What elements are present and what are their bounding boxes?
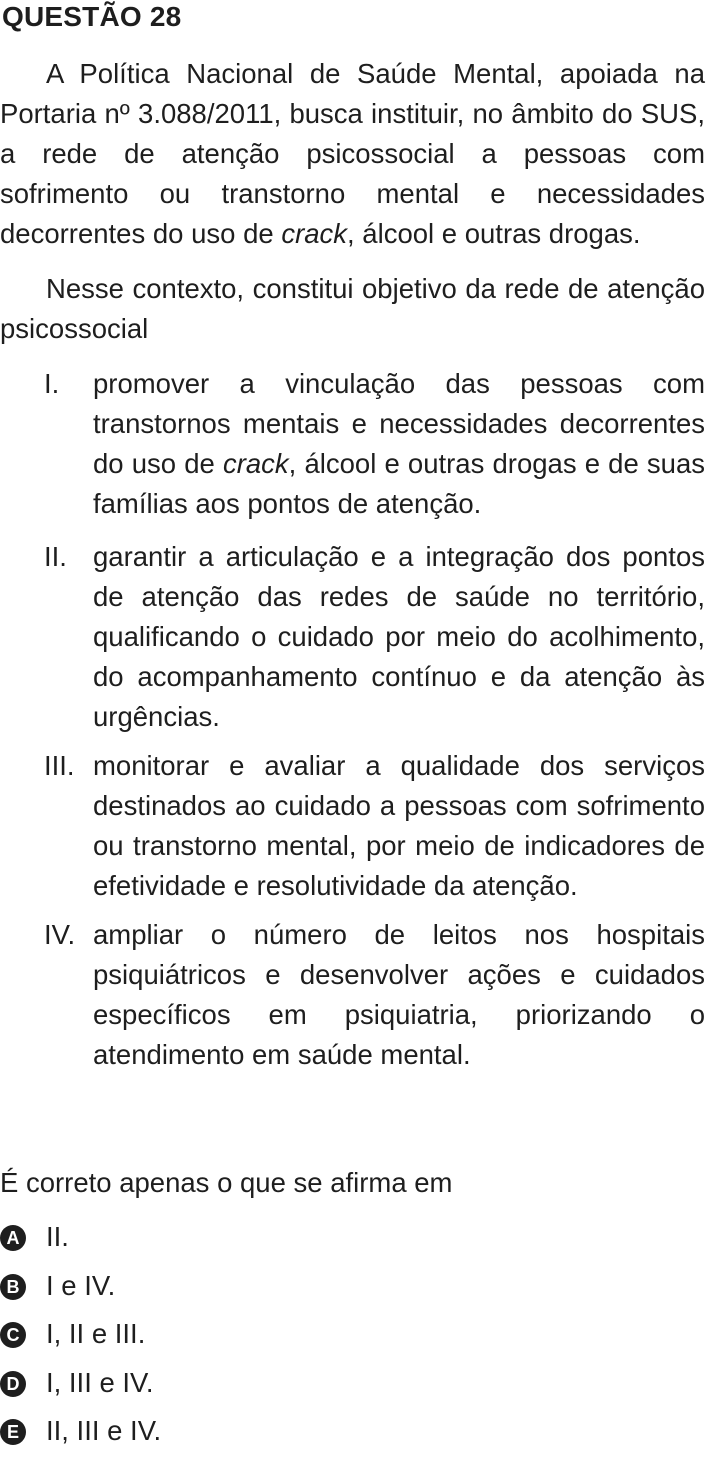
context-paragraph (0, 269, 705, 349)
statement-italic-term: crack (222, 448, 289, 479)
question-prompt: É correto apenas o que se afirma em (0, 1167, 453, 1198)
statements-list (0, 364, 707, 1075)
statement-text: monitorar e avaliar a qualidade dos serviços destinados ao cuidado a pessoas com sofrimento ou transtorno mental, por meio de indicadores de efetividade e resolutividade da atenção. (93, 750, 705, 901)
statement-item (0, 364, 705, 524)
option-letter-badge: A (0, 1225, 26, 1251)
statement-text: ampliar o número de leitos nos hospitais psiquiátricos e desenvolver ações e cuidados específicos em psiquiatria, priorizando o atendimento em saúde mental. (93, 919, 705, 1070)
statement-numeral: I. (44, 368, 60, 399)
option-letter-badge: D (0, 1371, 26, 1397)
statement-item (0, 537, 705, 737)
statement-numeral: III. (44, 750, 75, 781)
context-text: Nesse contexto, constitui objetivo da rede de atenção psicossocial (0, 273, 705, 344)
intro-paragraph (0, 54, 705, 254)
option-letter-badge: E (0, 1419, 26, 1445)
option-text: I e IV. (46, 1269, 116, 1301)
statement-numeral: II. (44, 541, 67, 572)
option-text: I, II e III. (46, 1318, 146, 1349)
statement-item (0, 915, 705, 1075)
option-letter-badge: B (0, 1274, 26, 1300)
intro-italic-term: crack (281, 218, 348, 249)
statement-text-end: , álcool e outras drogas e de suas famílias aos pontos de atenção. (93, 448, 705, 519)
option-text: I, III e IV. (46, 1366, 154, 1398)
statement-numeral: IV. (44, 919, 76, 950)
option-text: II. (46, 1221, 69, 1252)
option-letter-badge: C (0, 1322, 26, 1348)
option-text: II, III e IV. (46, 1415, 162, 1446)
intro-text-start: A Política Nacional de Saúde Mental, apoiada na Portaria nº 3.088/2011, busca instituir, no âmbito do SUS, a rede de atenção psicossocial a pessoas com sofrimento ou transtorno mental e necessidades decorrentes do uso de (0, 58, 705, 249)
statement-text-start: promover a vinculação das pessoas com transtornos mentais e necessidades decorrentes do uso de (93, 368, 705, 479)
statement-text: garantir a articulação e a integração dos pontos de atenção das redes de saúde no território, qualificando o cuidado por meio do acolhimento, do acompanhamento contínuo e da atenção às urgências. (93, 541, 705, 732)
statement-item (0, 746, 705, 906)
intro-text-end: , álcool e outras drogas. (347, 218, 641, 249)
question-title: QUESTÃO 28 (2, 1, 182, 32)
